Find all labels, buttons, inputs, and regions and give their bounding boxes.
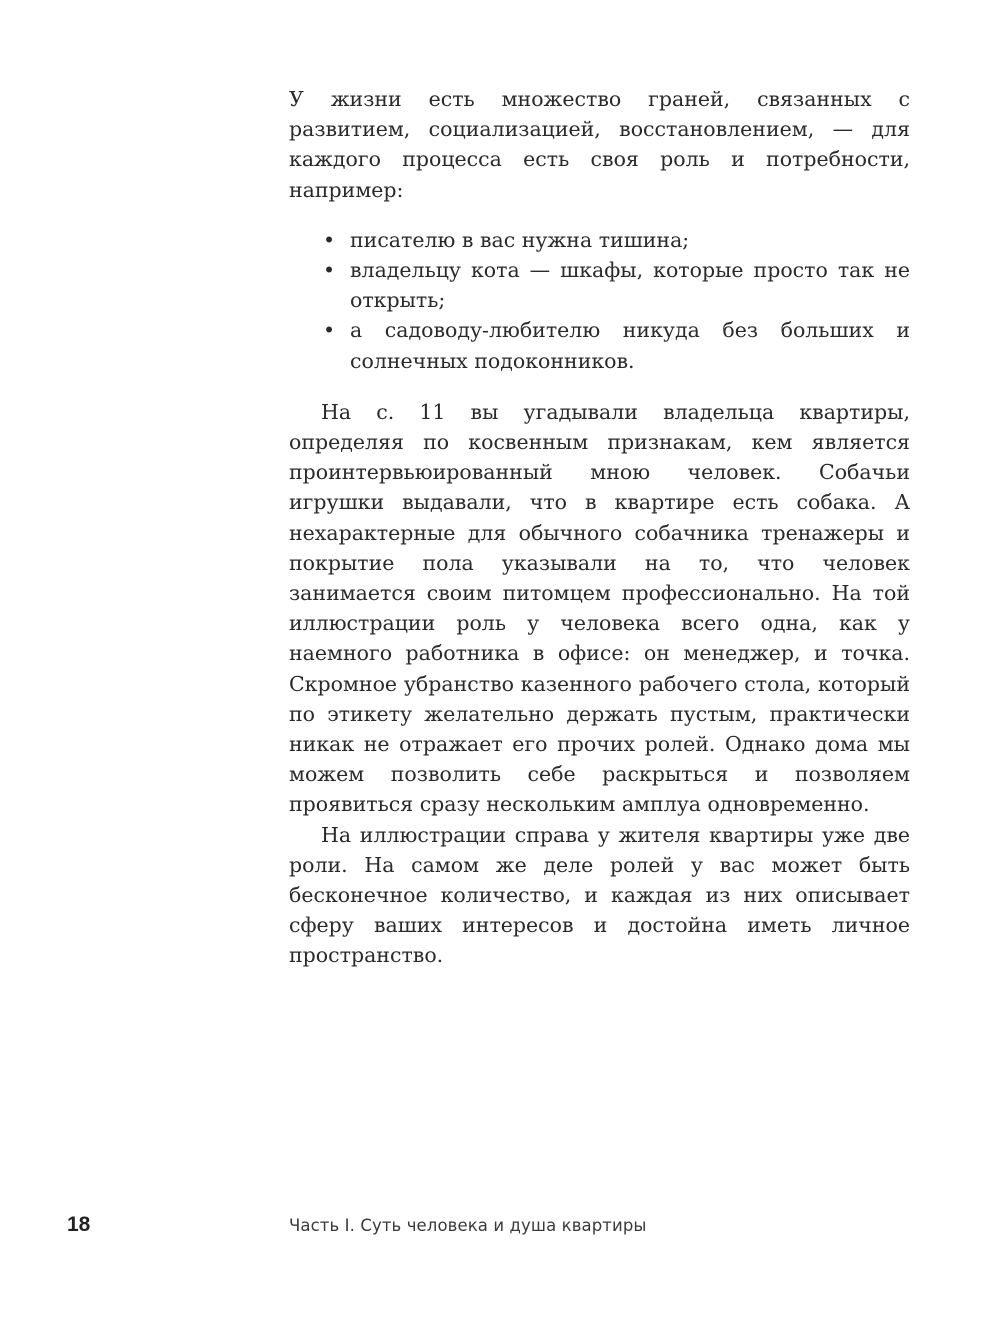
bullet-icon: •: [323, 227, 336, 252]
list-item-text: а садоводу-любителю никуда без больших и солнечных подоконников.: [350, 318, 910, 373]
main-text-column: [289, 84, 910, 971]
page-footer: [0, 1208, 1000, 1248]
list-item: [289, 255, 910, 315]
needs-bullet-list: [289, 225, 910, 376]
list-item: [289, 225, 910, 255]
bullet-icon: •: [323, 258, 336, 283]
page-number: 18: [67, 1213, 91, 1236]
intro-paragraph: У жизни есть множество граней, связанных с развитием, социализацией, восстановлением, — для каждого процесса есть своя роль и потребности, например:: [289, 87, 910, 202]
list-item-text: писателю в вас нужна тишина;: [350, 227, 690, 252]
list-item-text: владельцу кота — шкафы, которые просто так не открыть;: [350, 258, 910, 313]
list-item: [289, 315, 910, 375]
bullet-icon: •: [323, 318, 336, 343]
body-paragraph: На иллюстрации справа у жителя квартиры уже две роли. На самом же деле ролей у вас может быть бесконечное количество, и каждая из них описывает сферу ваших интересов и достойна иметь личное пространство.: [289, 822, 910, 968]
running-head: Часть I. Суть человека и душа квартиры: [289, 1216, 647, 1235]
body-paragraph: На с. 11 вы угадывали владельца квартиры, определяя по косвенным признакам, кем является проинтервьюированный мною человек. Собачьи игрушки выдавали, что в квартире есть собака. А нехарактерные для обычного собачника тренажеры и покрытие пола указывали на то, что человек занимается своим питомцем профессионально. На той иллюстрации роль у человека всего одна, как у наемного работника в офисе: он менеджер, и точка. Скромное убранство казенного рабочего стола, который по этикету желательно держать пустым, практически никак не отражает его прочих ролей. Однако дома мы можем позволить себе раскрыться и позволяем проявиться сразу нескольким амплуа одновременно.: [289, 399, 910, 817]
